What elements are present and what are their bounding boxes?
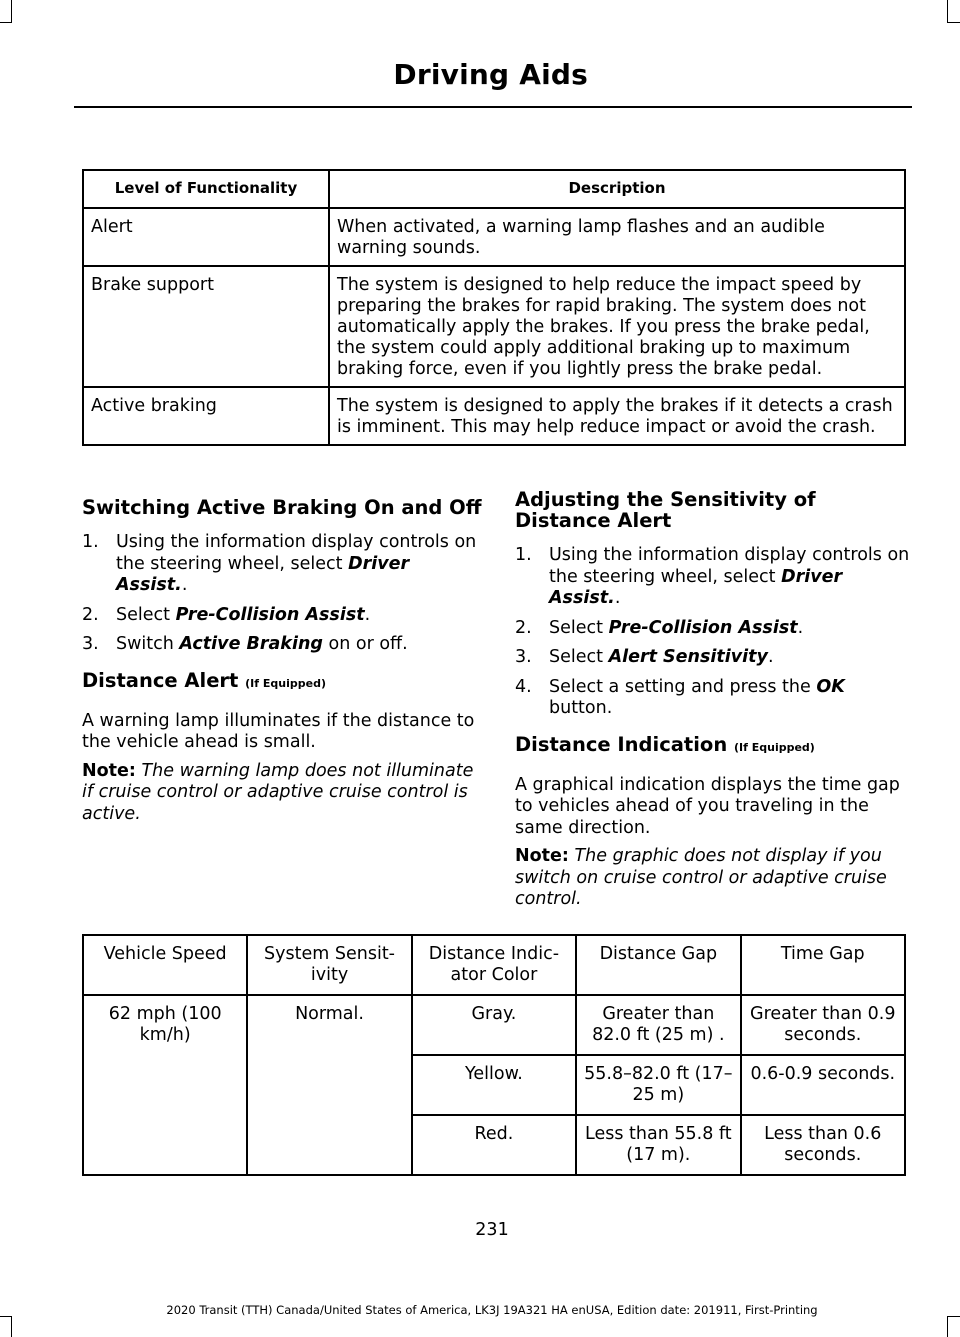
crop-mark	[11, 1316, 12, 1337]
step-text: Switch	[116, 634, 180, 654]
list-item	[515, 647, 910, 669]
crop-mark	[0, 22, 12, 23]
system-sensitivity: Normal.	[247, 995, 411, 1175]
step-text: .	[767, 647, 774, 667]
right-column	[515, 489, 910, 911]
body-text: A graphical indication displays the time gap to vehicles ahead of you traveling in the same direction.	[515, 774, 900, 838]
functionality-level: Active braking	[83, 387, 329, 445]
menu-option: Driver Assist.	[116, 553, 410, 595]
list-item	[515, 677, 910, 720]
note	[82, 761, 482, 826]
note	[515, 846, 910, 911]
crop-mark	[947, 0, 948, 22]
column-header: Distance Gap	[576, 935, 740, 995]
step-text: Using the information display controls on the steering wheel, select	[549, 545, 910, 587]
body-text: A warning lamp illuminates if the distance to the vehicle ahead is small.	[82, 710, 475, 752]
page-footer: 2020 Transit (TTH) Canada/United States of America, LK3J 19A321 HA enUSA, Edition date: 201911, First-Printing	[166, 1303, 818, 1317]
section-heading-switching: Switching Active Braking On and Off	[82, 496, 482, 519]
note-label: Note:	[82, 760, 136, 781]
column-header: Vehicle Speed	[83, 935, 247, 995]
step-number: 2.	[515, 617, 532, 638]
functionality-description: The system is designed to help reduce the impact speed by preparing the brakes for rapid braking. The system does not automatically apply the brakes. If you press the brake pedal, the system could apply additional braking up to maximum braking force, even if you lightly press the brake pedal.	[329, 266, 905, 387]
table-header-row	[83, 935, 905, 995]
table-row	[83, 995, 905, 1055]
column-header: Time Gap	[741, 935, 905, 995]
menu-option: Driver Assist.	[549, 566, 843, 608]
page-number: 231	[475, 1220, 509, 1240]
crop-mark	[947, 1316, 948, 1337]
equipped-tag: (If Equipped)	[245, 676, 326, 690]
list-item	[82, 605, 482, 627]
header-divider	[74, 106, 912, 108]
column-header: Distance Indic-ator Color	[412, 935, 576, 995]
note-text: The graphic does not display if you switch on cruise control or adaptive cruise control.	[515, 846, 887, 909]
functionality-level: Alert	[83, 208, 329, 266]
step-text: .	[364, 604, 371, 625]
distance-gap: 55.8–82.0 ft (17–25 m)	[576, 1055, 740, 1115]
switching-steps	[82, 532, 482, 656]
heading-text: Distance Indication	[515, 732, 728, 756]
time-gap: Greater than 0.9 seconds.	[741, 995, 905, 1055]
menu-option: OK	[816, 676, 845, 697]
functionality-level: Brake support	[83, 266, 329, 387]
column-header: Level of Functionality	[83, 170, 329, 208]
list-item	[515, 545, 910, 610]
heading-text: Distance Alert	[82, 668, 239, 692]
step-text: Select	[116, 604, 176, 625]
column-header: System Sensit-ivity	[247, 935, 411, 995]
step-text: Select	[549, 647, 609, 667]
equipped-tag: (If Equipped)	[734, 740, 815, 754]
functionality-table	[82, 169, 906, 446]
table-header-row	[83, 170, 905, 208]
menu-option: Alert Sensitivity	[608, 647, 768, 667]
step-number: 1.	[515, 545, 532, 565]
time-gap: 0.6-0.9 seconds.	[741, 1055, 905, 1115]
step-number: 1.	[82, 532, 99, 552]
list-item	[82, 634, 482, 656]
table-row	[83, 266, 905, 387]
list-item	[82, 532, 482, 597]
note-text: The warning lamp does not illuminate if cruise control or adaptive cruise control is active.	[82, 760, 474, 824]
step-text: on or off.	[322, 634, 408, 654]
step-number: 2.	[82, 604, 99, 625]
adjusting-steps	[515, 545, 910, 720]
distance-gap: Greater than 82.0 ft (25 m) .	[576, 995, 740, 1055]
indicator-color: Red.	[412, 1115, 576, 1175]
indicator-color: Yellow.	[412, 1055, 576, 1115]
step-text: Select	[549, 617, 609, 638]
distance-indication-table	[82, 934, 906, 1176]
functionality-description: When activated, a warning lamp flashes and an audible warning sounds.	[329, 208, 905, 266]
table-row	[83, 387, 905, 445]
step-text: .	[797, 617, 804, 638]
step-text: Using the information display controls on the steering wheel, select	[116, 532, 477, 574]
section-heading-distance-alert	[82, 670, 482, 694]
indicator-color: Gray.	[412, 995, 576, 1055]
menu-option: Pre-Collision Assist	[175, 604, 365, 625]
section-heading-distance-indication	[515, 734, 910, 758]
crop-mark	[947, 22, 960, 23]
note-label: Note:	[515, 846, 569, 866]
functionality-description: The system is designed to apply the brakes if it detects a crash is imminent. This may help reduce impact or avoid the crash.	[329, 387, 905, 445]
vehicle-speed: 62 mph (100 km/h)	[83, 995, 247, 1175]
list-item	[515, 618, 910, 640]
distance-gap: Less than 55.8 ft (17 m).	[576, 1115, 740, 1175]
time-gap: Less than 0.6 seconds.	[741, 1115, 905, 1175]
step-text: .	[614, 588, 621, 608]
column-header: Description	[329, 170, 905, 208]
step-number: 3.	[82, 634, 99, 654]
menu-option: Pre-Collision Assist	[608, 617, 798, 638]
step-number: 4.	[515, 676, 532, 697]
page-title: Driving Aids	[393, 58, 588, 91]
table-row	[83, 208, 905, 266]
step-text: .	[181, 575, 188, 595]
section-heading-adjusting: Adjusting the Sensitivity of Distance Alert	[515, 488, 816, 532]
left-column	[82, 497, 482, 825]
crop-mark	[11, 0, 12, 22]
step-text: button.	[549, 698, 613, 718]
menu-option: Active Braking	[179, 634, 323, 654]
step-text: Select a setting and press the	[549, 676, 817, 697]
step-number: 3.	[515, 647, 532, 667]
